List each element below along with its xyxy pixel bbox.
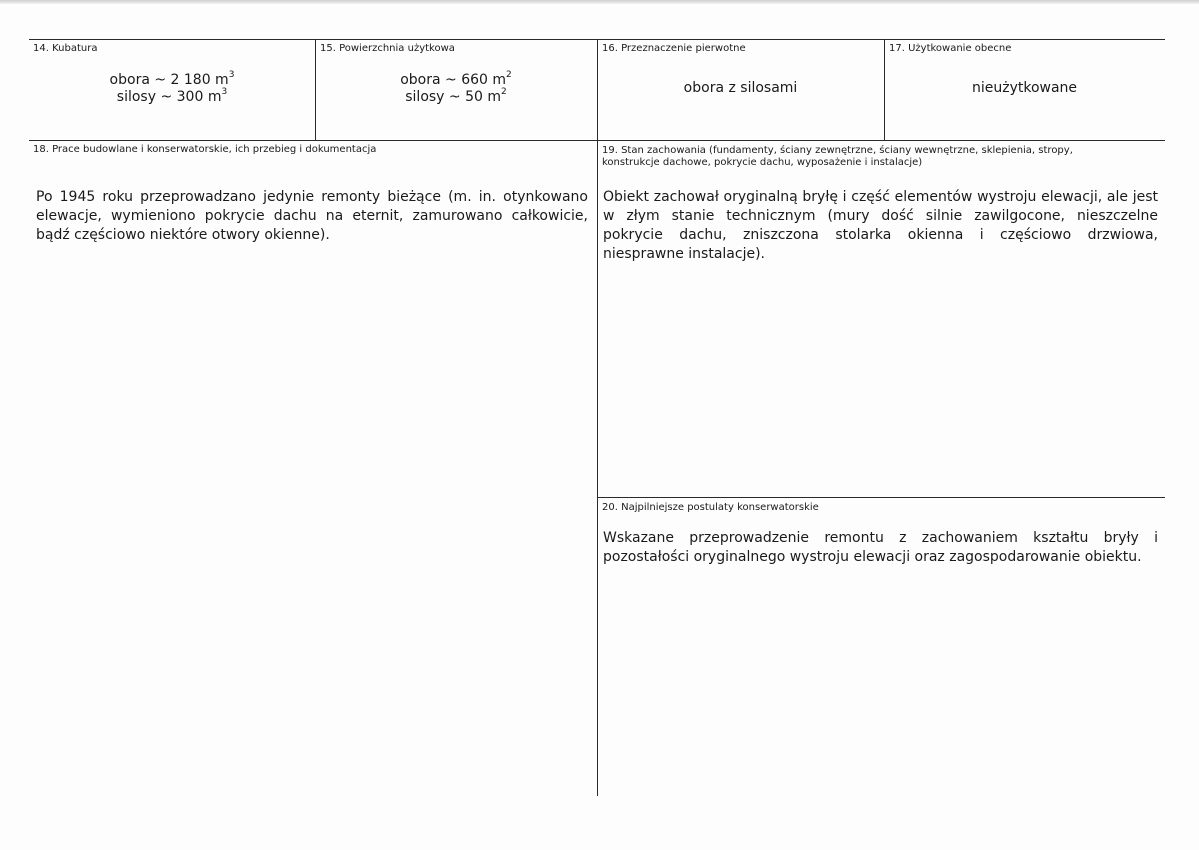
field-18-label: 18. Prace budowlane i konserwatorskie, ich przebieg i dokumentacja xyxy=(33,144,377,155)
field-16-value: obora z silosami xyxy=(683,80,798,96)
field-16-label: 16. Przeznaczenie pierwotne xyxy=(602,43,746,54)
field-15-label: 15. Powierzchnia użytkowa xyxy=(320,43,455,54)
field-15-exp1: 2 xyxy=(506,70,512,81)
field-14-line1: obora ~ 2 180 m xyxy=(109,72,229,88)
field-15-value xyxy=(315,72,597,106)
field-18-text: Po 1945 roku przeprowadzano jedynie remonty bieżące (m. in. otynkowano elewacje, wymieniono pokrycie dachu na eternit, zamurowano całkowicie, bądź częściowo niektóre otwory okienne). xyxy=(36,189,588,243)
row3-top-rule xyxy=(597,497,1165,498)
field-15-exp2: 2 xyxy=(501,87,507,98)
field-20-text: Wskazane przeprowadzenie remontu z zachowaniem kształtu bryły i pozostałości oryginalnego wystroju elewacji oraz zagospodarowanie obiektu. xyxy=(603,530,1158,565)
col-divider-2 xyxy=(597,39,598,796)
field-19-text: Obiekt zachował oryginalną bryłę i część elementów wystroju elewacji, ale jest w złym stanie technicznym (mury dość silnie zawilgocone, nieszczelne pokrycie dachu, zniszczona stolarka okienna i częściowo drzwiowa, niesprawne instalacje). xyxy=(603,189,1158,262)
field-14-label: 14. Kubatura xyxy=(33,43,98,54)
field-15-line1: obora ~ 660 m xyxy=(400,72,507,88)
field-17-value: nieużytkowane xyxy=(971,80,1078,96)
field-14-line2: silosy ~ 300 m xyxy=(116,89,222,105)
field-14-exp1: 3 xyxy=(228,70,235,81)
field-15-line2: silosy ~ 50 m xyxy=(405,89,502,105)
field-14-value xyxy=(29,72,315,106)
field-19-label: 19. Stan zachowania (fundamenty, ściany zewnętrzne, ściany wewnętrzne, sklepienia, stropy, konstrukcje dachowe, pokrycie dachu, wyposażenie i instalacje) xyxy=(602,145,1073,168)
field-17-label: 17. Użytkowanie obecne xyxy=(889,43,1012,54)
field-20-label: 20. Najpilniejsze postulaty konserwatorskie xyxy=(602,502,819,513)
field-14-exp2: 3 xyxy=(221,87,228,98)
scan-top-edge xyxy=(0,0,1199,4)
